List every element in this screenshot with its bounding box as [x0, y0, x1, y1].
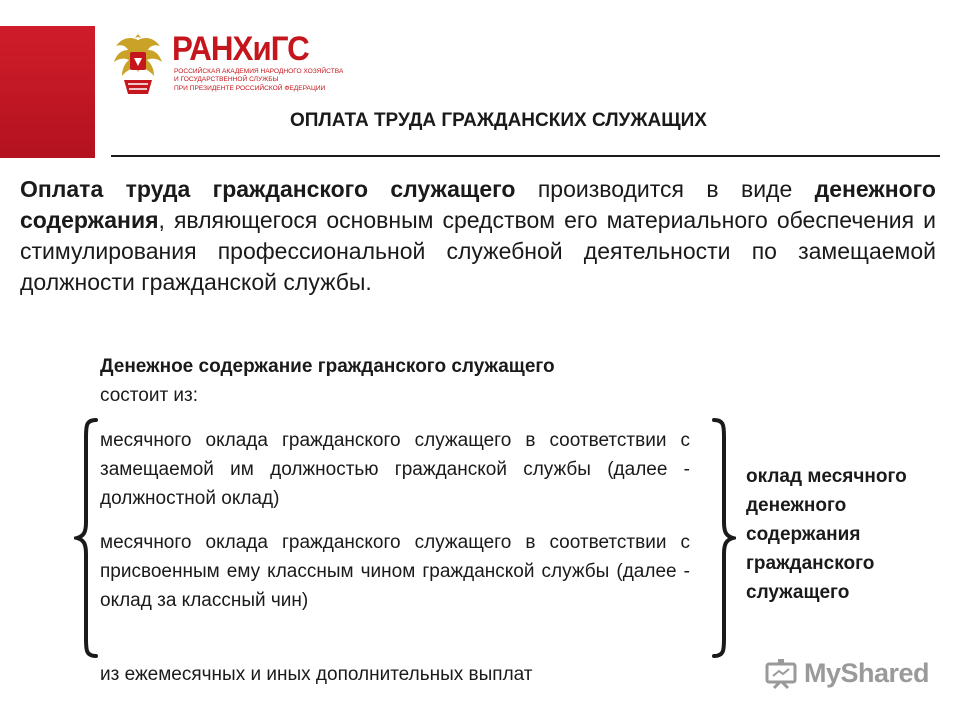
intro-bold-term: денежного содержания — [20, 176, 936, 233]
ranepa-logo — [110, 28, 344, 100]
logo-subtitle-line: РОССИЙСКАЯ АКАДЕМИЯ НАРОДНОГО ХОЗЯЙСТВА — [174, 68, 344, 75]
logo-name: РАНХиГС — [172, 30, 309, 68]
list-item: месячного оклада гражданского служащего в соответствии с присвоенным ему классным чином гражданской службы (далее - оклад за классный чин) — [100, 532, 690, 611]
list-item: месячного оклада гражданского служащего в соответствии с замещаемой им должностью гражданской службы (далее - должностной оклад) — [100, 430, 690, 509]
composition-heading-bold: Денежное содержание гражданского служащего — [100, 356, 555, 377]
logo-subtitle — [174, 68, 344, 93]
side-note: оклад месячного денежного содержания гражданского служащего — [746, 466, 907, 603]
list-item: из ежемесячных и иных дополнительных выплат — [100, 664, 533, 685]
watermark — [764, 656, 934, 696]
intro-text: производится в виде — [515, 176, 815, 202]
logo-subtitle-line: ПРИ ПРЕЗИДЕНТЕ РОССИЙСКОЙ ФЕДЕРАЦИИ — [174, 84, 326, 92]
title-divider — [111, 155, 940, 157]
right-brace — [710, 418, 736, 658]
slide-title: ОПЛАТА ТРУДА ГРАЖДАНСКИХ СЛУЖАЩИХ — [290, 110, 707, 131]
composition-heading — [100, 352, 690, 410]
left-brace — [74, 418, 100, 658]
logo-subtitle-line: И ГОСУДАРСТВЕННОЙ СЛУЖБЫ — [174, 76, 279, 84]
red-accent-bar — [0, 26, 95, 158]
intro-bold-term: Оплата труда гражданского служащего — [20, 176, 516, 202]
composition-heading-rest: состоит из: — [100, 385, 199, 406]
double-headed-eagle-icon — [110, 28, 166, 98]
intro-paragraph — [20, 174, 936, 298]
projector-screen-icon — [764, 658, 798, 690]
intro-text: , являющегося основным средством его материального обеспечения и стимулирования профессиональной служебной деятельности по замещаемой должности гражданской службы. — [20, 207, 936, 295]
watermark-text: MyShared — [804, 658, 930, 688]
